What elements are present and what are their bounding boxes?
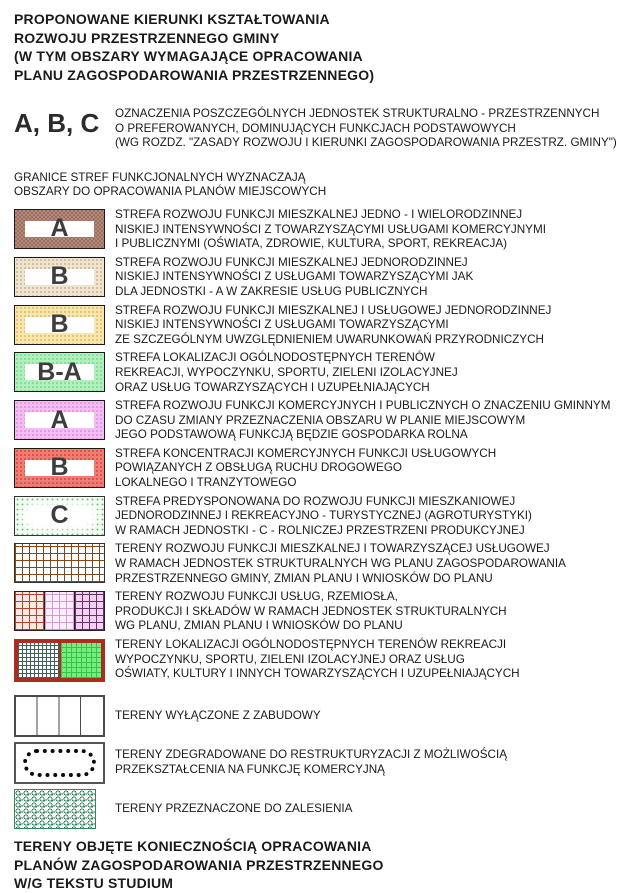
page-title <box>14 10 622 84</box>
title-line: PROPONOWANE KIERUNKI KSZTAŁTOWANIA <box>14 11 330 27</box>
swatch-panel-light-purple-grid <box>44 592 74 630</box>
legend-row-text: TERENY LOKALIZACJI OGÓLNODOSTĘPNYCH TERENÓW REKREACJI WYPOCZYNKU, SPORTU, ZIELENI IZOLACYJNEJ ORAZ USŁUG OŚWIATY, KULTURY I INNYCH TOWARZYSZĄCYCH I UZUPEŁNIAJĄCYCH <box>115 638 520 681</box>
legend-row-public-recreation-areas <box>14 639 622 682</box>
structural-units-section <box>14 107 622 151</box>
swatch-zone-a-brown-checker <box>14 209 105 249</box>
swatch-red-purple-grid <box>14 591 105 631</box>
legend-row-text: STREFA ROZWOJU FUNKCJI MIESZKALNEJ JEDNORODZINNEJ NISKIEJ INTENSYWNOŚCI Z USŁUGAMI TOWARZYSZĄCYMI JAK DLA JEDNOSTKI - A W ZAKRESIE USŁUG PUBLICZNYCH <box>115 255 474 298</box>
swatch-panel-dark-purple-grid <box>74 592 104 630</box>
legend-row-text: STREFA PREDYSPONOWANA DO ROZWOJU FUNKCJI MIESZKANIOWEJ JEDNORODZINNEJ I REKREACYJNO - TURYSTYCZNEJ (AGROTURYSTYKI) W RAMACH JEDNOSTKI - C - ROLNICZEJ PRZESTRZENI PRODUKCYJNEJ <box>115 494 532 537</box>
swatch-symbol: B <box>50 262 69 291</box>
footer-line: W/G TEKSTU STUDIUM <box>14 875 174 891</box>
note-line: GRANICE STREF FUNKCJONALNYCH WYZNACZAJĄ <box>14 170 306 184</box>
legend-row-text: STREFA KONCENTRACJI KOMERCYJNYCH FUNKCJI USŁUGOWYCH POWIĄZANYCH Z OBSŁUGĄ RUCHU DROGOWEGO LOKALNEGO I TRANZYTOWEGO <box>115 446 497 490</box>
legend-list <box>14 209 622 829</box>
swatch-symbol: A <box>50 214 69 243</box>
functional-zones-note <box>14 171 622 200</box>
swatch-symbol: C <box>50 501 69 530</box>
legend-row-text: STREFA ROZWOJU FUNKCJI MIESZKALNEJ JEDNO - I WIELORODZINNEJ NISKIEJ INTENSYWNOŚCI Z TOWARZYSZĄCYMI USŁUGAMI KOMERCYJNYMI I PUBLICZNYMI (OŚWIATA, ZDROWIE, KULTURA, SPORT, REKREACJA) <box>115 207 546 251</box>
legend-row-text: TERENY ROZWOJU FUNKCJI MIESZKALNEJ I TOWARZYSZĄCEJ USŁUGOWEJ W RAMACH JEDNOSTEK STRUKTURALNYCH WG PLANU ZAGOSPODAROWANIA PRZESTRZENNEGO GMINY, ZMIAN PLANU I WNIOSKÓW DO PLANU <box>115 542 566 585</box>
swatch-panel-dense-green-grid <box>18 643 59 678</box>
legend-row-text: TERENY ROZWOJU FUNKCJI USŁUG, RZEMIOSŁA, PRODUKCJI I SKŁADÓW W RAMACH JEDNOSTEK STRUKTURALNYCH WG PLANU, ZMIAN PLANU I WNIOSKÓW DO PLANU <box>115 590 507 633</box>
swatch-symbol: B <box>50 310 69 339</box>
legend-row-text: STREFA LOKALIZACJI OGÓLNODOSTĘPNYCH TERENÓW REKREACJI, WYPOCZYNKU, SPORTU, ZIELENI IZOLACYJNEJ ORAZ USŁUG TOWARZYSZĄCYCH I UZUPEŁNIAJĄCYCH <box>115 351 458 394</box>
legend-row-zone-b-residential-services <box>14 305 622 348</box>
swatch-symbol: B <box>50 453 69 482</box>
legend-row-zone-c-agritourism <box>14 496 622 539</box>
swatch-vertical-lines <box>14 695 105 737</box>
legend-row-text: TERENY ZDEGRADOWANE DO RESTRUKTURYZACJI Z MOŻLIWOŚCIĄ PRZEKSZTAŁCENIA NA FUNKCJĘ KOMERCYJNĄ <box>115 748 507 776</box>
legend-row-text: STREFA ROZWOJU FUNKCJI KOMERCYJNYCH I PUBLICZNYCH O ZNACZENIU GMINNYM DO CZASU ZMIANY PRZEZNACZENIA OBSZARU W PLANIE MIEJSCOWYM JEGO PODSTAWOWĄ FUNKCJĄ BĘDZIE GOSPODARKA ROLNA <box>115 399 611 442</box>
description-line: O PREFEROWANYCH, DOMINUJĄCYCH FUNKCJACH PODSTAWOWYCH <box>115 121 516 135</box>
legend-row-excluded-from-development <box>14 695 622 737</box>
swatch-zone-b-red-dots <box>14 448 105 488</box>
legend-row-degraded-areas <box>14 742 622 784</box>
swatch-zone-c-green-speckle <box>14 496 105 536</box>
legend-row-zone-ba-recreation <box>14 352 622 395</box>
legend-row-text: STREFA ROZWOJU FUNKCJI MIESZKALNEJ I USŁUGOWEJ JEDNORODZINNEJ NISKIEJ INTENSYWNOŚCI Z USŁUGAMI TOWARZYSZĄCYMI ZE SZCZEGÓLNYM UWZGLĘDNIENIEM UWARUNKOWAŃ PRZYRODNICZYCH <box>115 303 552 346</box>
legend-row-text: TERENY WYŁĄCZONE Z ZABUDOWY <box>115 708 321 722</box>
legend-row-afforestation-areas <box>14 789 622 829</box>
swatch-dotted-oval <box>14 742 105 784</box>
legend-row-services-industry-areas <box>14 591 622 634</box>
structural-units-symbol: A, B, C <box>14 108 100 138</box>
swatch-green-grid-red-border <box>14 639 105 682</box>
swatch-zone-b-yellow-dots <box>14 305 105 345</box>
legend-row-text: TERENY PRZEZNACZONE DO ZALESIENIA <box>115 801 353 815</box>
legend-row-zone-b-single-family <box>14 257 622 300</box>
footer-line: TERENY OBJĘTE KONIECZNOŚCIĄ OPRACOWANIA <box>14 838 372 854</box>
swatch-zone-a-pink-dots <box>14 400 105 440</box>
swatch-symbol: B-A <box>37 357 82 386</box>
legend-row-zone-a-mixed-residential <box>14 209 622 252</box>
dotted-oval-shape <box>23 749 96 777</box>
title-line: PLANU ZAGOSPODAROWANIA PRZESTRZENNEGO) <box>14 66 375 83</box>
note-line: OBSZARY DO OPRACOWANIA PLANÓW MIEJSCOWYCH <box>14 185 327 199</box>
description-line: (WG ROZDZ. "ZASADY ROZWOJU I KIERUNKI ZAGOSPODAROWANIA PRZESTRZ. GMINY") <box>115 136 617 150</box>
legend-row-zone-b-commercial-services <box>14 448 622 491</box>
swatch-panel-bright-green-grid <box>59 643 102 678</box>
swatch-symbol: A <box>50 405 69 434</box>
structural-units-description <box>115 107 617 151</box>
title-line: (W TYM OBSZARY WYMAGAJĄCE OPRACOWANIA <box>14 48 363 64</box>
footer-note <box>14 837 622 893</box>
legend-row-zone-a-commercial-public <box>14 400 622 443</box>
swatch-green-waves <box>14 789 96 829</box>
legend-row-residential-development-areas <box>14 543 622 586</box>
title-line: ROZWOJU PRZESTRZENNEGO GMINY <box>14 29 280 46</box>
swatch-zone-ba-green-dots <box>14 352 105 392</box>
swatch-zone-b-beige-dots <box>14 257 105 297</box>
footer-line: PLANÓW ZAGOSPODAROWANIA PRZESTRZENNEGO <box>14 856 384 873</box>
description-line: OZNACZENIA POSZCZEGÓLNYCH JEDNOSTEK STRUKTURALNO - PRZESTRZENNYCH <box>115 107 600 120</box>
swatch-panel-red-grid <box>15 592 44 630</box>
swatch-brown-grid <box>14 543 105 583</box>
